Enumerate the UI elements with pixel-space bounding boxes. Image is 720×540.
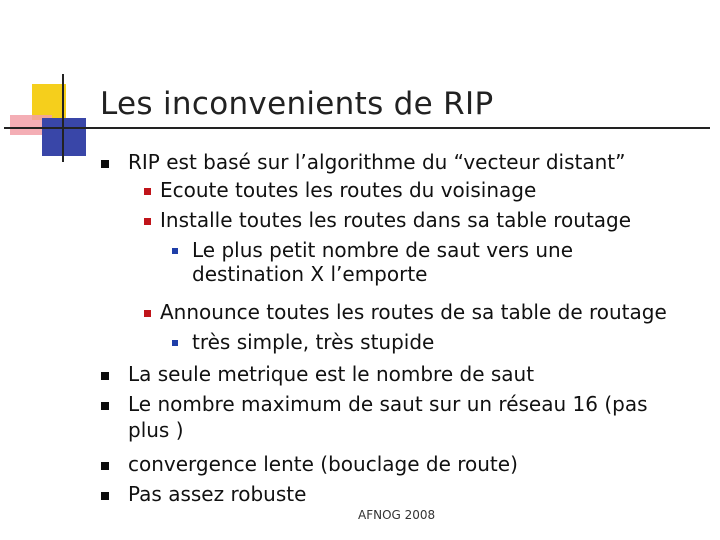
bullet-text: Announce toutes les routes de sa table de routage — [160, 300, 667, 324]
bullet-square-icon — [101, 492, 109, 500]
bullet-text: très simple, très stupide — [192, 330, 435, 354]
slide-title: Les inconvenients de RIP — [100, 86, 494, 122]
bullet-text: La seule metrique est le nombre de saut — [128, 362, 535, 386]
bullet-text: Le nombre maximum de saut sur un réseau 16 (pas — [128, 392, 648, 416]
bullet-text: RIP est basé sur l’algorithme du “vecteur distant” — [128, 150, 626, 174]
bullet-text-continuation: plus ) — [128, 418, 184, 442]
slide-footer: AFNOG 2008 — [358, 508, 436, 522]
bullet-text: Ecoute toutes les routes du voisinage — [160, 178, 537, 202]
bullet-square-icon — [101, 462, 109, 470]
bullet-square-icon — [144, 310, 151, 317]
bullet-square-icon — [172, 248, 178, 254]
bullet-square-icon — [144, 218, 151, 225]
bullet-square-icon — [172, 340, 178, 346]
title-underline — [4, 127, 710, 129]
bullet-text-continuation: destination X l’emporte — [192, 262, 428, 286]
bullet-text: convergence lente (bouclage de route) — [128, 452, 518, 476]
bullet-square-icon — [101, 160, 109, 168]
bullet-text: Installe toutes les routes dans sa table routage — [160, 208, 632, 232]
bullet-square-icon — [144, 188, 151, 195]
bullet-text: Le plus petit nombre de saut vers une — [192, 238, 573, 262]
bullet-square-icon — [101, 402, 109, 410]
bullet-text: Pas assez robuste — [128, 482, 307, 506]
decor-blue-square — [42, 118, 86, 156]
decor-vertical-line — [62, 74, 64, 162]
bullet-square-icon — [101, 372, 109, 380]
